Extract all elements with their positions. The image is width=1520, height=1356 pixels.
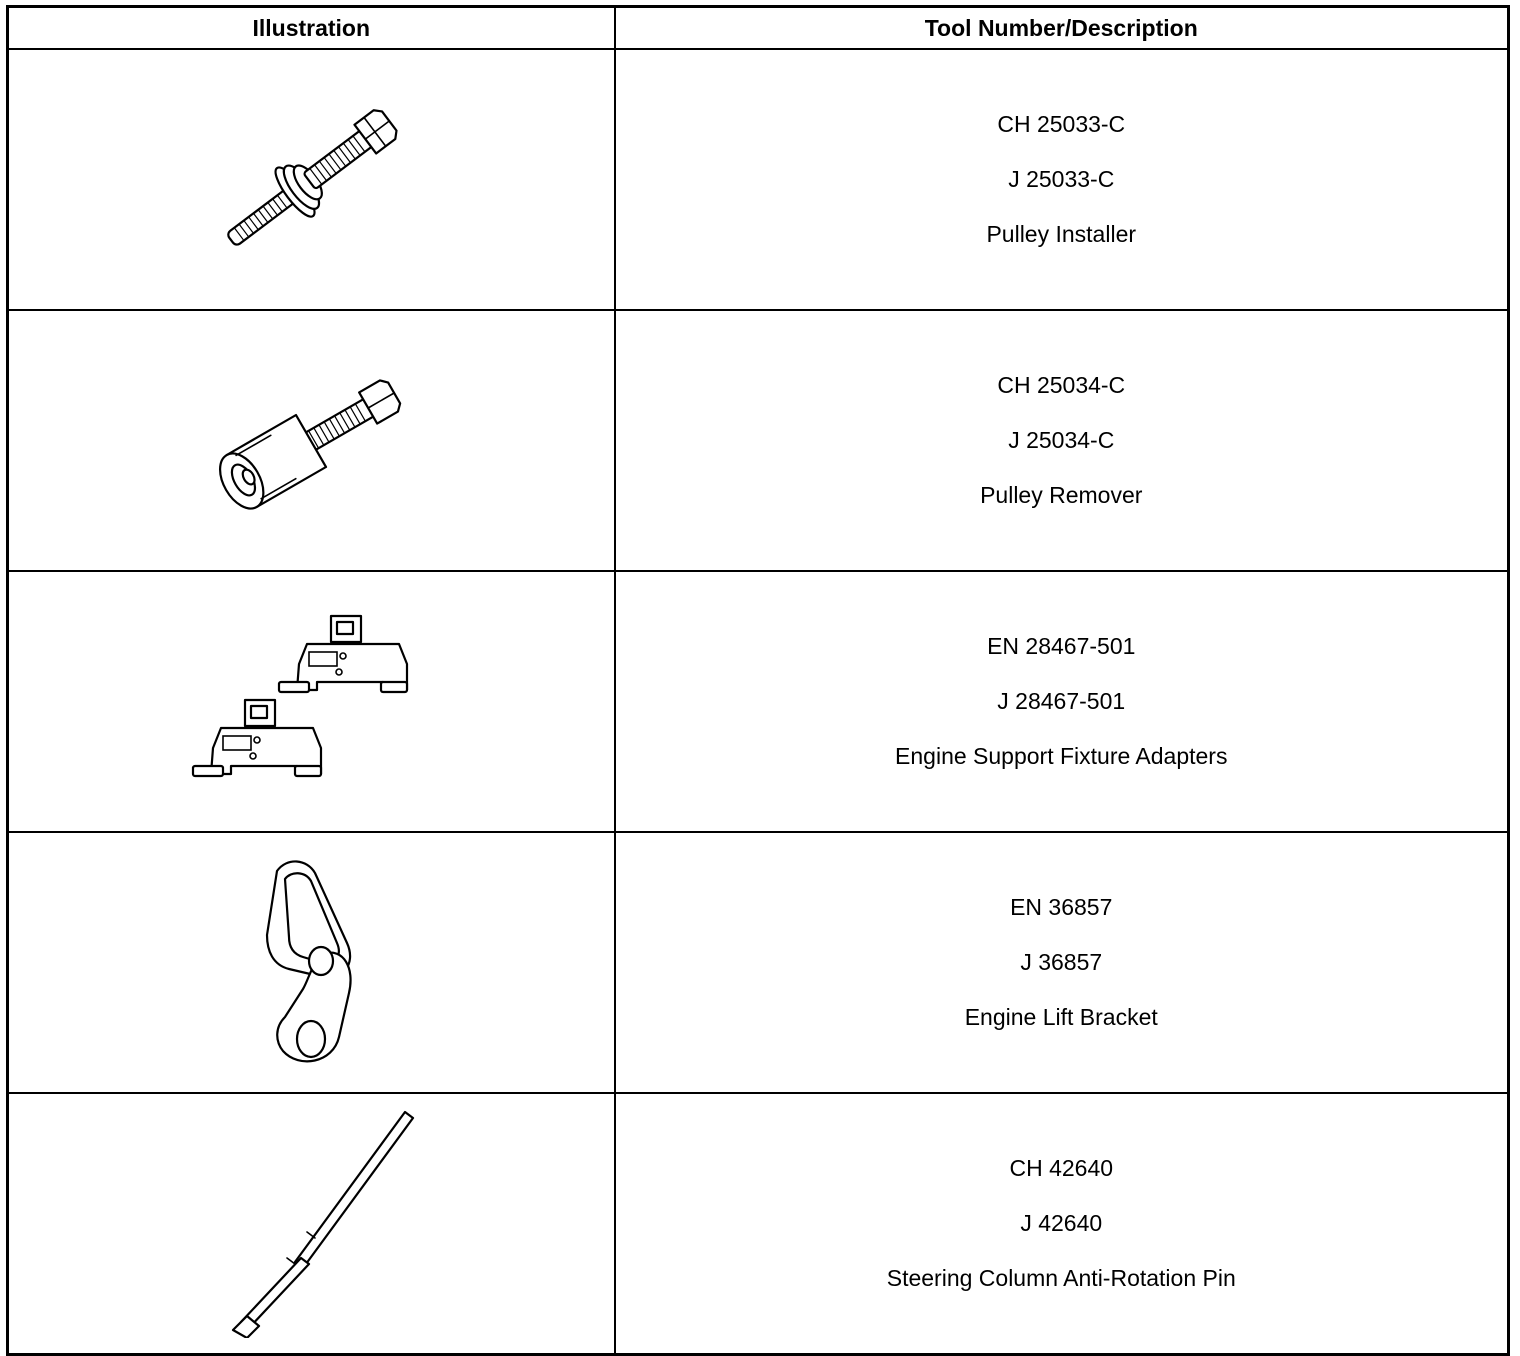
header-row xyxy=(8,7,1509,50)
tool-description: Pulley Remover xyxy=(980,482,1143,508)
tool-number: EN 36857 xyxy=(1010,894,1113,920)
description-cell xyxy=(615,832,1509,1093)
anti-rotation-pin-illustration xyxy=(191,1108,431,1338)
illustration-cell xyxy=(8,310,615,571)
description-cell xyxy=(615,571,1509,832)
illustration-cell xyxy=(8,832,615,1093)
special-tools-table xyxy=(6,5,1510,1356)
description-cell xyxy=(615,49,1509,310)
tool-number: J 36857 xyxy=(1020,949,1103,975)
pulley-installer-illustration xyxy=(191,100,431,260)
table-row xyxy=(8,1093,1509,1354)
description-cell xyxy=(615,1093,1509,1354)
tool-number: J 25033-C xyxy=(1008,166,1115,192)
tool-number: CH 25033-C xyxy=(997,111,1126,137)
table-row xyxy=(8,832,1509,1093)
engine-lift-bracket-illustration xyxy=(241,853,381,1073)
illustration-column-header: Illustration xyxy=(8,7,615,50)
tool-number: J 42640 xyxy=(1020,1209,1103,1236)
illustration-cell xyxy=(8,49,615,310)
table-row xyxy=(8,571,1509,832)
tool-number: CH 25034-C xyxy=(997,372,1126,398)
table-row xyxy=(8,310,1509,571)
tool-description: Engine Lift Bracket xyxy=(964,1004,1158,1030)
tool-number: EN 28467-501 xyxy=(987,633,1136,659)
tool-number: J 28467-501 xyxy=(997,688,1126,714)
tool-description: Engine Support Fixture Adapters xyxy=(895,743,1228,769)
description-column-header: Tool Number/Description xyxy=(615,7,1509,50)
tool-description: Steering Column Anti-Rotation Pin xyxy=(886,1264,1236,1291)
pulley-remover-illustration xyxy=(191,361,431,521)
tool-number: CH 42640 xyxy=(1009,1154,1114,1181)
illustration-cell xyxy=(8,571,615,832)
tool-description: Pulley Installer xyxy=(986,221,1137,247)
engine-support-fixture-adapters-illustration xyxy=(191,612,431,792)
tool-number: J 25034-C xyxy=(1008,427,1115,453)
illustration-cell xyxy=(8,1093,615,1354)
description-cell xyxy=(615,310,1509,571)
table-row xyxy=(8,49,1509,310)
